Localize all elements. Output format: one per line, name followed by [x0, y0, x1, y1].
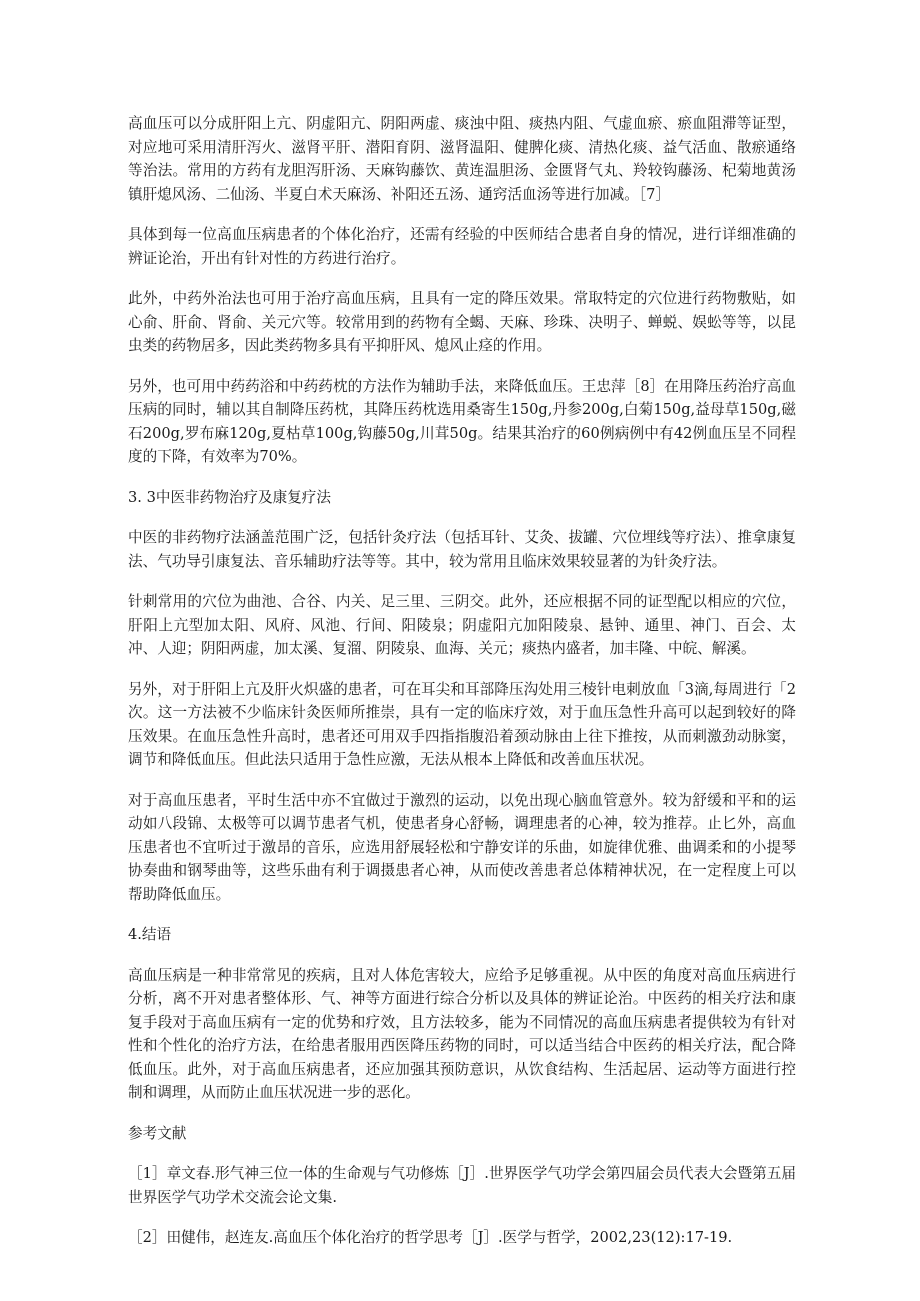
- paragraph-tcm-syndrome-types: 高血压可以分成肝阳上亢、阴虚阳亢、阴阳两虚、痰浊中阻、痰热内阻、气虚血瘀、瘀血阻滞等证型，对应地可采用清肝泻火、滋肾平肝、潜阳育阴、滋肾温阳、健脾化痰、清热化痰、益气活血、散瘀通络等治法。常用的方药有龙胆泻肝汤、天麻钩藤饮、黄连温胆汤、金匮肾气丸、羚较钩藤汤、杞菊地黄汤镇肝熄风汤、二仙汤、半夏白术天麻汤、补阳还五汤、通窍活血汤等进行加减。［7］: [128, 115, 796, 203]
- paragraph-bloodletting: 另外，对于肝阳上亢及肝火炽盛的患者，可在耳尖和耳部降压沟处用三棱针电刺放血「3滴,每周进行「2次。这一方法被不少临床针灸医师所推崇，具有一定的临床疗效，对于血压急性升高可以起到较好的降压效果。在血压急性升高时，患者还可用双手四指指腹沿着颈动脉由上往下推按，从而刺激劲动脉窦，调节和降低血压。但此法只适用于急性应激，无法从根本上降低和改善血压状况。: [128, 680, 796, 768]
- reference-item-2: ［2］田健伟，赵连友.高血压个体化治疗的哲学思考［J］.医学与哲学，2002,23(12):17-19.: [128, 1229, 733, 1246]
- section-heading-4: 4.结语: [128, 926, 172, 943]
- paragraph-conclusion: 高血压病是一种非常常见的疾病，且对人体危害较大，应给予足够重视。从中医的角度对高血压病进行分析，离不开对患者整体形、气、神等方面进行综合分析以及具体的辨证论治。中医药的相关疗法和康复手段对于高血压病有一定的优势和疗效，且方法较多，能为不同情况的高血压病患者提供较为有针对性和个性化的治疗方法，在给患者服用西医降压药物的同时，可以适当结合中医药的相关疗法，配合降低血压。此外，对于高血压病患者，还应加强其预防意识，从饮食结构、生活起居、运动等方面进行控制和调理，从而防止血压状况进一步的恶化。: [128, 966, 796, 1101]
- paragraph-individual-treatment: 具体到每一位高血压病患者的个体化治疗，还需有经验的中医师结合患者自身的情况，进行详细准确的辨证论治，开出有针对性的方药进行治疗。: [128, 226, 796, 267]
- reference-item-1: ［1］章文春.形气神三位一体的生命观与气功修炼［J］.世界医学气功学会第四届会员代表大会暨第五届世界医学气功学术交流会论文集.: [128, 1165, 796, 1206]
- paragraph-non-drug-therapy: 中医的非药物疗法涵盖范围广泛，包括针灸疗法（包括耳针、艾灸、拔罐、穴位埋线等疗法）、推拿康复法、气功导引康复法、音乐辅助疗法等等。其中，较为常用且临床效果较显著的为针灸疗法。: [128, 529, 796, 570]
- paragraph-acupoints: 针刺常用的穴位为曲池、合谷、内关、足三里、三阴交。此外，还应根据不同的证型配以相应的穴位，肝阳上亢型加太阳、风府、风池、行间、阳陵泉；阴虚阳亢加阳陵泉、悬钟、通里、神门、百会、太冲、人迎；阴阳两虚，加太溪、复溜、阴陵泉、血海、关元；痰热内盛者，加丰隆、中皖、解溪。: [128, 593, 796, 657]
- section-heading-3-3: 3. 3中医非药物治疗及康复疗法: [128, 488, 331, 506]
- references-heading: 参考文献: [128, 1124, 187, 1142]
- paragraph-external-treatment: 此外，中药外治法也可用于治疗高血压病，且具有一定的降压效果。常取特定的穴位进行药物敷贴，如心俞、肝俞、肾俞、关元穴等。较常用到的药物有全蝎、天麻、珍珠、决明子、蝉蜕、娱蚣等等，以昆虫类的药物居多，因此类药物多具有平抑肝风、熄风止痉的作用。: [128, 290, 796, 354]
- document-page: [128, 112, 796, 1267]
- paragraph-exercise-music: 对于高血压患者，平时生活中亦不宜做过于激烈的运动，以免出现心脑血管意外。较为舒缓和平和的运动如八段锦、太极等可以调节患者气机，使患者身心舒畅，调理患者的心神，较为推荐。止匕外，高血压患者也不宜听过于激昂的音乐，应选用舒展轻松和宁静安详的乐曲，如旋律优雅、曲调柔和的小提琴协奏曲和钢琴曲等，这些乐曲有利于调摄患者心神，从而使改善患者总体精神状况，在一定程度上可以帮助降低血压。: [128, 791, 796, 903]
- paragraph-herbal-pillow: 另外，也可用中药药浴和中药药枕的方法作为辅助手法，来降低血压。王忠萍［8］在用降压药治疗高血压病的同时，辅以其自制降压药枕，其降压药枕选用桑寄生150g,丹参200g,白菊150g,益母草150g,磁石200g,罗布麻120g,夏枯草100g,钩藤50g,川茸50g。结果其治疗的60例病例中有42例血压呈不同程度的下降，有效率为70%。: [128, 377, 796, 465]
